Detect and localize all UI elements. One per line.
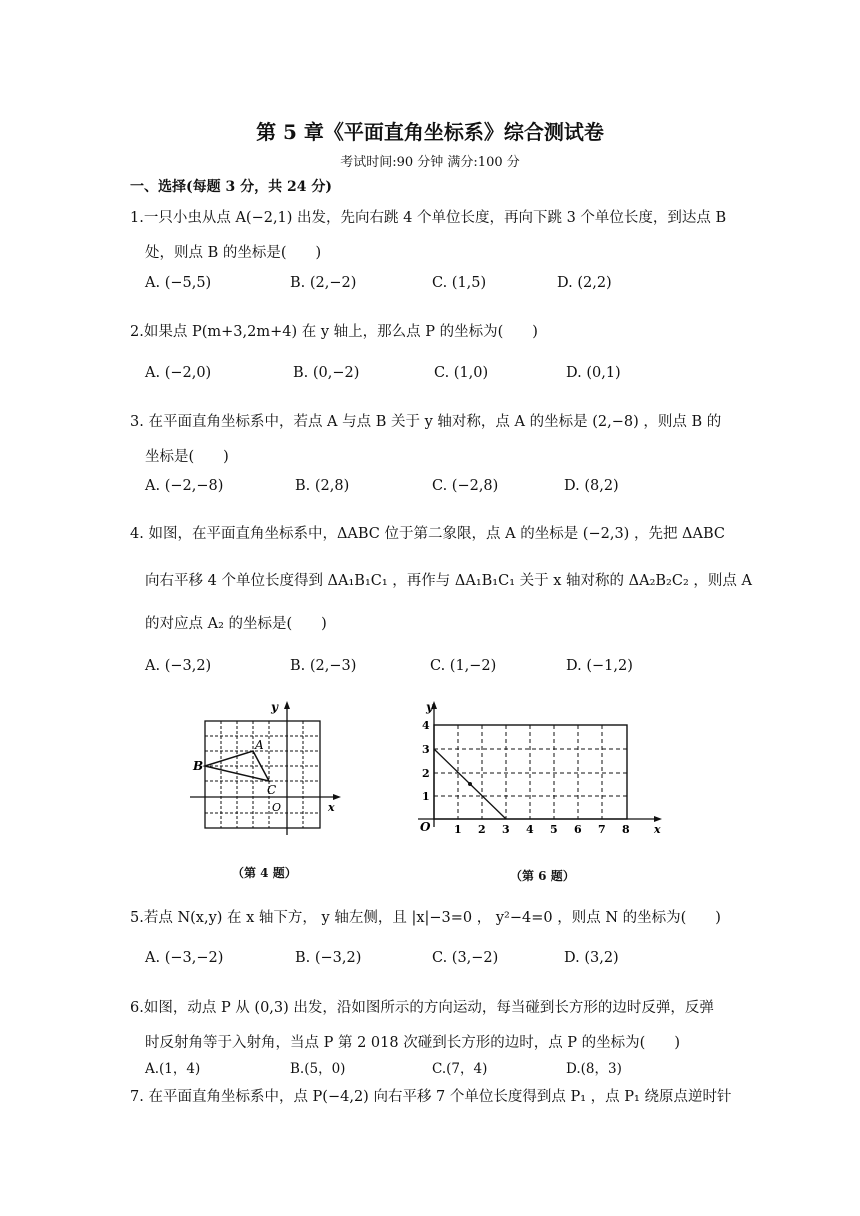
figure-6-ytick-4: 4 [422, 719, 430, 732]
figure-6-xtick-1: 1 [454, 823, 462, 836]
question-1-option-b: B. (2,−2) [290, 275, 357, 291]
figure-6-ytick-1: 1 [422, 790, 430, 803]
question-6-option-c: C.(7，4) [432, 1061, 488, 1077]
question-6-line-1: 6.如图，动点 P 从 (0,3) 出发，沿如图所示的方向运动，每当碰到长方形的边时反弹，反弹 [130, 1000, 714, 1016]
figure-6 [408, 695, 668, 845]
question-4-option-b: B. (2,−3) [290, 658, 357, 674]
question-6-option-a: A.(1，4) [145, 1061, 201, 1077]
question-2-line-1: 2.如果点 P(m+3,2m+4) 在 y 轴上，那么点 P 的坐标为( ) [130, 324, 538, 340]
question-5-option-d: D. (3,2) [564, 950, 619, 966]
question-5-line-1: 5.若点 N(x,y) 在 x 轴下方， y 轴左侧，且 |x|−3=0 ， y²−4=0 ，则点 N 的坐标为( ) [130, 910, 721, 926]
figure-6-xtick-2: 2 [478, 823, 486, 836]
question-2-option-d: D. (0,1) [566, 365, 621, 381]
question-6-option-d: D.(8，3) [566, 1061, 622, 1077]
figure-6-x-arrow [654, 816, 662, 822]
figure-6-xtick-5: 5 [550, 823, 558, 836]
page-title: 第 5 章《平面直角坐标系》综合测试卷 [256, 120, 604, 144]
figure-4-label-y: y [271, 700, 278, 714]
figure-6-xtick-4: 4 [526, 823, 534, 836]
question-2-option-c: C. (1,0) [434, 365, 489, 381]
figure-4-x-arrow [333, 794, 341, 800]
question-1-line-2: 处，则点 B 的坐标是( ) [145, 245, 322, 261]
figure-4-label-c: C [267, 783, 277, 797]
figure-6-path-arrow [468, 782, 472, 786]
question-3-option-d: D. (8,2) [564, 478, 619, 494]
figure-6-label-y: y [426, 700, 433, 714]
question-6-option-b: B.(5，0) [290, 1061, 346, 1077]
figure-6-xtick-7: 7 [598, 823, 606, 836]
question-4-option-d: D. (−1,2) [566, 658, 633, 674]
question-5-option-a: A. (−3,−2) [145, 950, 224, 966]
question-4-option-a: A. (−3,2) [145, 658, 212, 674]
question-3-option-a: A. (−2,−8) [145, 478, 224, 494]
question-3-line-2: 坐标是( ) [145, 449, 229, 465]
question-6-line-2: 时反射角等于入射角，当点 P 第 2 018 次碰到长方形的边时，点 P 的坐标为( ) [145, 1035, 680, 1051]
question-5-option-c: C. (3,−2) [432, 950, 499, 966]
figure-6-xtick-3: 3 [502, 823, 510, 836]
question-7-line-1: 7. 在平面直角坐标系中，点 P(−4,2) 向右平移 7 个单位长度得到点 P₁ ，点 P₁ 绕原点逆时针 [130, 1089, 732, 1105]
figure-4-label-o: O [272, 801, 282, 814]
question-1-option-d: D. (2,2) [557, 275, 612, 291]
figure-6-xtick-8: 8 [622, 823, 630, 836]
figure-4-label-x: x [328, 801, 335, 814]
question-4-line-2: 向右平移 4 个单位长度得到 ΔA₁B₁C₁ ，再作与 ΔA₁B₁C₁ 关于 x 轴对称的 ΔA₂B₂C₂ ，则点 A [145, 573, 752, 589]
question-1-option-a: A. (−5,5) [145, 275, 212, 291]
figure-6-grid [434, 725, 627, 819]
question-4-line-3: 的对应点 A₂ 的坐标是( ) [145, 616, 327, 632]
question-3-option-c: C. (−2,8) [432, 478, 499, 494]
question-1-option-c: C. (1,5) [432, 275, 487, 291]
question-1-line-1: 1.一只小虫从点 A(−2,1) 出发，先向右跳 4 个单位长度，再向下跳 3 个单位长度，到达点 B [130, 210, 727, 226]
question-3-option-b: B. (2,8) [295, 478, 350, 494]
figure-4-caption: （第 4 题） [232, 866, 297, 880]
figure-6-caption: （第 6 题） [510, 869, 575, 883]
figure-4 [185, 695, 350, 840]
figure-6-ytick-2: 2 [422, 767, 430, 780]
exam-info: 考试时间:90 分钟 满分:100 分 [340, 155, 520, 170]
figure-4-label-b: B [193, 759, 204, 773]
section-heading: 一、选择(每题 3 分，共 24 分) [130, 179, 332, 195]
question-4-option-c: C. (1,−2) [430, 658, 497, 674]
figure-6-ytick-3: 3 [422, 743, 430, 756]
figure-4-label-a: A [255, 738, 264, 752]
question-3-line-1: 3. 在平面直角坐标系中，若点 A 与点 B 关于 y 轴对称，点 A 的坐标是 (2,−8) ，则点 B 的 [130, 414, 722, 430]
figure-6-xtick-6: 6 [574, 823, 582, 836]
question-2-option-b: B. (0,−2) [293, 365, 360, 381]
figure-4-y-arrow [284, 701, 290, 709]
question-4-line-1: 4. 如图，在平面直角坐标系中，ΔABC 位于第二象限，点 A 的坐标是 (−2,3) ，先把 ΔABC [130, 526, 726, 542]
question-5-option-b: B. (−3,2) [295, 950, 362, 966]
figure-6-label-o: O [420, 820, 431, 834]
figure-6-label-x: x [654, 823, 661, 836]
question-2-option-a: A. (−2,0) [145, 365, 212, 381]
